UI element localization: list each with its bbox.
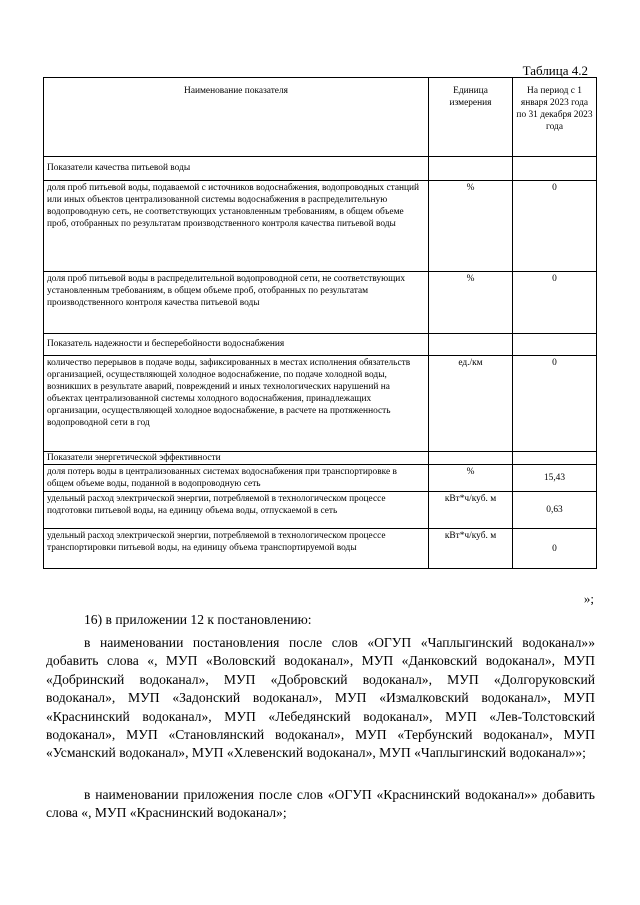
indicator-value: 0 [513, 529, 597, 569]
indicator-unit: % [429, 181, 513, 272]
indicator-name: доля проб питьевой воды в распределительной водопроводной сети, не соответствующих установленным требованиям, в общем объеме проб, отобранных по результатам производственного контроля качества питьевой воды [44, 272, 429, 334]
paragraph-item-16: 16) в приложении 12 к постановлению: [84, 612, 312, 627]
indicator-name: удельный расход электрической энергии, потребляемой в технологическом процессе подготовки питьевой воды, на единицу объема воды, отпускаемой в сеть [44, 492, 429, 529]
table-row [44, 272, 597, 334]
closing-quote: »; [583, 591, 594, 606]
section-row-energy [44, 452, 597, 465]
indicator-unit: кВт*ч/куб. м [429, 529, 513, 569]
section-label: Показатели энергетической эффективности [44, 452, 429, 465]
indicator-value: 0,63 [513, 492, 597, 529]
paragraph-appendix-title: в наименовании приложения после слов «ОГУП «Краснинский водоканал»» добавить слова «, МУП «Краснинский водоканал»; [46, 787, 595, 821]
indicator-unit: % [429, 272, 513, 334]
indicator-value: 0 [513, 181, 597, 272]
section-row-quality [44, 157, 597, 181]
indicator-name: доля проб питьевой воды, подаваемой с источников водоснабжения, водопроводных станций или иных объектов централизованной системы водоснабжения в распределительную водопроводную сеть, не соответствующих установленным требованиям, в общем объеме проб, отобранных по результатам производственного контроля качества питьевой воды [44, 181, 429, 272]
indicator-value: 0 [513, 356, 597, 452]
indicator-name: количество перерывов в подаче воды, зафиксированных в местах исполнения обязательств организацией, осуществляющей холодное водоснабжение, по подаче холодной воды, возникших в результате аварий, повреждений и иных технологических нарушений на объектах централизованной системы холодного водоснабжения, принадлежащих организации, осуществляющей холодное водоснабжение, в расчете на протяженность водопроводной сети в год [44, 356, 429, 452]
indicator-unit: % [429, 465, 513, 492]
indicator-name: удельный расход электрической энергии, потребляемой в технологическом процессе транспортировки питьевой воды, на единицу объема транспортируемой воды [44, 529, 429, 569]
section-label: Показатели качества питьевой воды [44, 157, 429, 181]
section-label: Показатель надежности и бесперебойности водоснабжения [44, 334, 429, 356]
table-caption: Таблица 4.2 [522, 63, 588, 78]
indicator-unit: ед./км [429, 356, 513, 452]
indicator-name: доля потерь воды в централизованных системах водоснабжения при транспортировке в общем объеме воды, поданной в водопроводную сеть [44, 465, 429, 492]
indicators-table [43, 77, 597, 569]
header-period: На период с 1 января 2023 года по 31 декабря 2023 года [513, 78, 597, 157]
header-unit: Единица измерения [429, 78, 513, 157]
table-row [44, 465, 597, 492]
indicator-value: 0 [513, 272, 597, 334]
header-name: Наименование показателя [44, 78, 429, 157]
table-row [44, 181, 597, 272]
indicator-value: 15,43 [513, 465, 597, 492]
table-row [44, 356, 597, 452]
indicator-unit: кВт*ч/куб. м [429, 492, 513, 529]
paragraph-resolution-title: в наименовании постановления после слов «ОГУП «Чаплыгинский водоканал»» добавить слова «, МУП «Воловский водоканал», МУП «Данковский водоканал», МУП «Добринский водоканал», МУП «Добровский водоканал», МУП «Долгоруковский водоканал», МУП «Задонский водоканал», МУП «Измалковский водоканал», МУП «Краснинский водоканал», МУП «Лебедянский водоканал», МУП «Лев-Толстовский водоканал», МУП «Становлянский водоканал», МУП «Тербунский водоканал», МУП «Усманский водоканал», МУП «Хлевенский водоканал», МУП «Чаплыгинский водоканал»»; [46, 635, 595, 761]
table-header-row [44, 78, 597, 157]
section-row-reliability [44, 334, 597, 356]
table-row [44, 492, 597, 529]
table-row [44, 529, 597, 569]
